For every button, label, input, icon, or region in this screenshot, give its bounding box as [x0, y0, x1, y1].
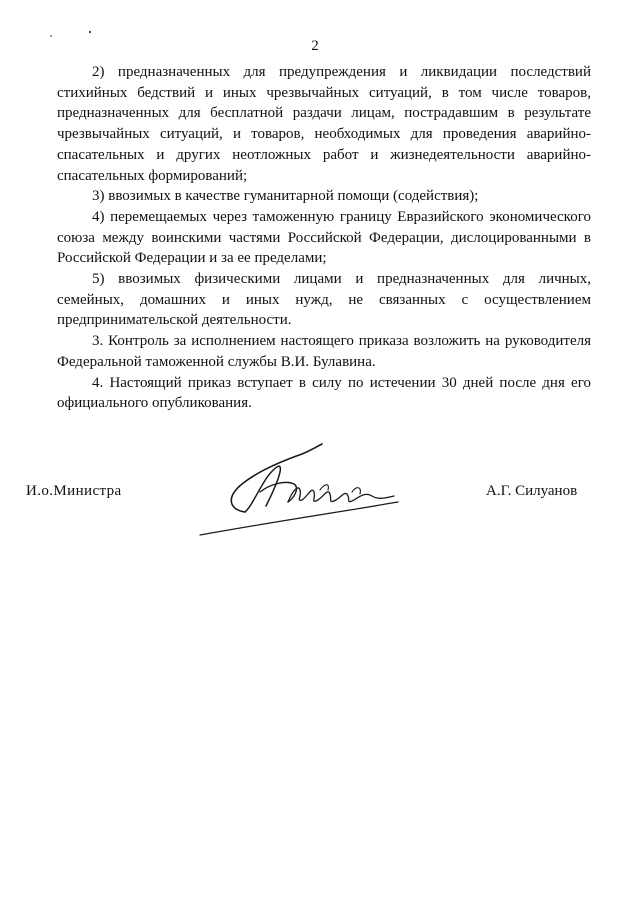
- signer-name: А.Г. Силуанов: [486, 483, 578, 499]
- signature-block: [0, 440, 640, 550]
- paragraph-item-4: 4) перемещаемых через таможенную границу Евразийского экономического союза между воинскими частями Российской Федерации, дислоцированными в Российской Федерации и за ее пределами;: [57, 208, 591, 267]
- page-number: 2: [311, 38, 319, 54]
- paragraph-item-5: 5) ввозимых физическими лицами и предназначенных для личных, семейных, домашних и иных нужд, не связанных с осуществлением предпринимательской деятельности.: [57, 271, 591, 329]
- scan-specks: [48, 26, 108, 46]
- handwritten-signature: [190, 440, 420, 550]
- signer-title: И.о.Министра: [26, 483, 122, 499]
- paragraph-item-3: 3) ввозимых в качестве гуманитарной помощи (содействия);: [92, 188, 479, 205]
- paragraph-item-2: 2) предназначенных для предупреждения и ликвидации последствий стихийных бедствий и иных чрезвычайных ситуаций, в том числе товаров, предназначенных для бесплатной раздачи лицам, пострадавшим в результате чрезвычайных ситуаций, и товаров, необходимых для проведения аварийно-спасательных и других неотложных работ и жизнедеятельности аварийно-спасательных формирований;: [57, 64, 591, 184]
- paragraph-clause-3: 3. Контроль за исполнением настоящего приказа возложить на руководителя Федеральной таможенной службы В.И. Булавина.: [57, 333, 591, 370]
- document-body: [57, 62, 591, 414]
- paragraph-clause-4: 4. Настоящий приказ вступает в силу по истечении 30 дней после дня его официального опубликования.: [57, 374, 591, 412]
